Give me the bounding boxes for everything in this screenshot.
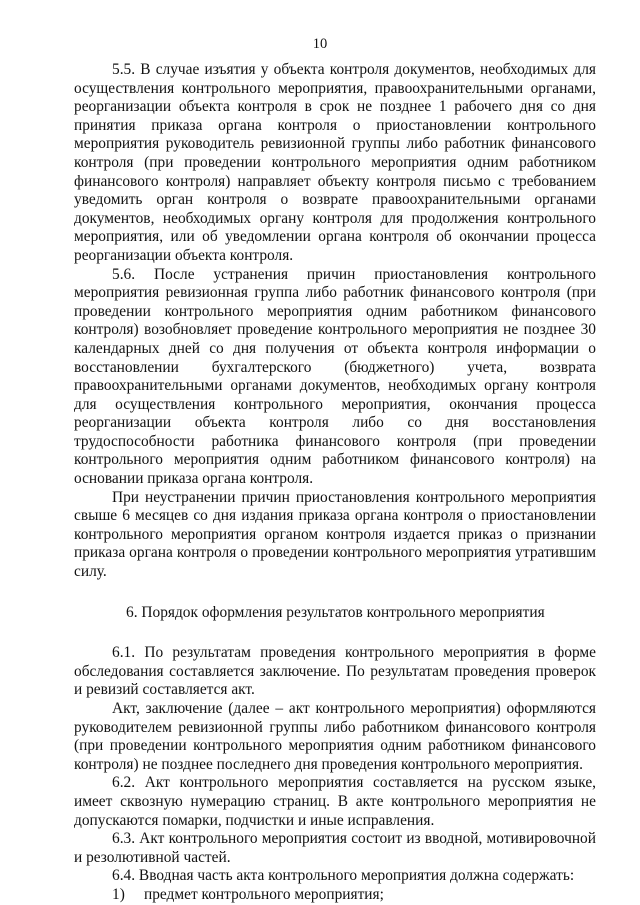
list-item-number: 1) xyxy=(112,885,125,903)
list-item-text: предмет контрольного мероприятия; xyxy=(144,885,384,903)
paragraph-non-elimination: При неустранении причин приостановления контрольного мероприятия свыше 6 месяцев со дня издания приказа органа контроля о приостановлении контрольного мероприятия органом контроля издается приказ о признании приказа органа контроля о проведении контрольного мероприятия утратившим силу. xyxy=(74,488,596,581)
paragraph-5-5: 5.5. В случае изъятия у объекта контроля документов, необходимых для осуществления контрольного мероприятия, правоохранительными органами, реорганизации объекта контроля в срок не позднее 1 рабочего дня со дня принятия приказа органа контроля о приостановлении контрольного мероприятия руководитель ревизионной группы либо работник финансового контроля (при проведении контрольного мероприятия одним работником финансового контроля) направляет объекту контроля письмо с требованием уведомить орган контроля о возврате правоохранительными органами документов, необходимых органу контроля для продолжения контрольного мероприятия, или об уведомлении органа контроля об окончании процесса реорганизации объекта контроля. xyxy=(74,61,596,264)
page-number: 10 xyxy=(312,36,328,52)
document-body xyxy=(74,61,596,905)
paragraph-6-2: 6.2. Акт контрольного мероприятия составляется на русском языке, имеет сквозную нумерацию страниц. В акте контрольного мероприятия не допускаются помарки, подчистки и иные исправления. xyxy=(74,774,596,829)
paragraph-6-3: 6.3. Акт контрольного мероприятия состоит из вводной, мотивировочной и резолютивной частей. xyxy=(74,830,596,866)
paragraph-6-1: 6.1. По результатам проведения контрольного мероприятия в форме обследования составляется заключение. По результатам проведения проверок и ревизий составляется акт. xyxy=(74,644,596,699)
paragraph-act-conclusion: Акт, заключение (далее – акт контрольного мероприятия) оформляются руководителем ревизионной группы либо работником финансового контроля (при проведении контрольного мероприятия одним работником финансового контроля) не позднее последнего дня проведения контрольного мероприятия. xyxy=(74,700,596,773)
paragraph-6-4: 6.4. Вводная часть акта контрольного мероприятия должна содержать: xyxy=(112,867,575,885)
section-heading-6: 6. Порядок оформления результатов контрольного мероприятия xyxy=(126,603,545,621)
list-item xyxy=(74,886,596,905)
paragraph-5-6: 5.6. После устранения причин приостановления контрольного мероприятия ревизионная группа либо работник финансового контроля (при проведении контрольного мероприятия одним работником финансового контроля) возобновляет проведение контрольного мероприятия не позднее 30 календарных дней со дня получения от объекта контроля информации о восстановлении бухгалтерского (бюджетного) учета, возврата правоохранительными органами документов, необходимых органу контроля для осуществления контрольного мероприятия, окончания процесса реорганизации объекта контроля либо со дня восстановления трудоспособности работника финансового контроля (при проведении контрольного мероприятия одним работником финансового контроля) на основании приказа органа контроля. xyxy=(74,265,596,488)
